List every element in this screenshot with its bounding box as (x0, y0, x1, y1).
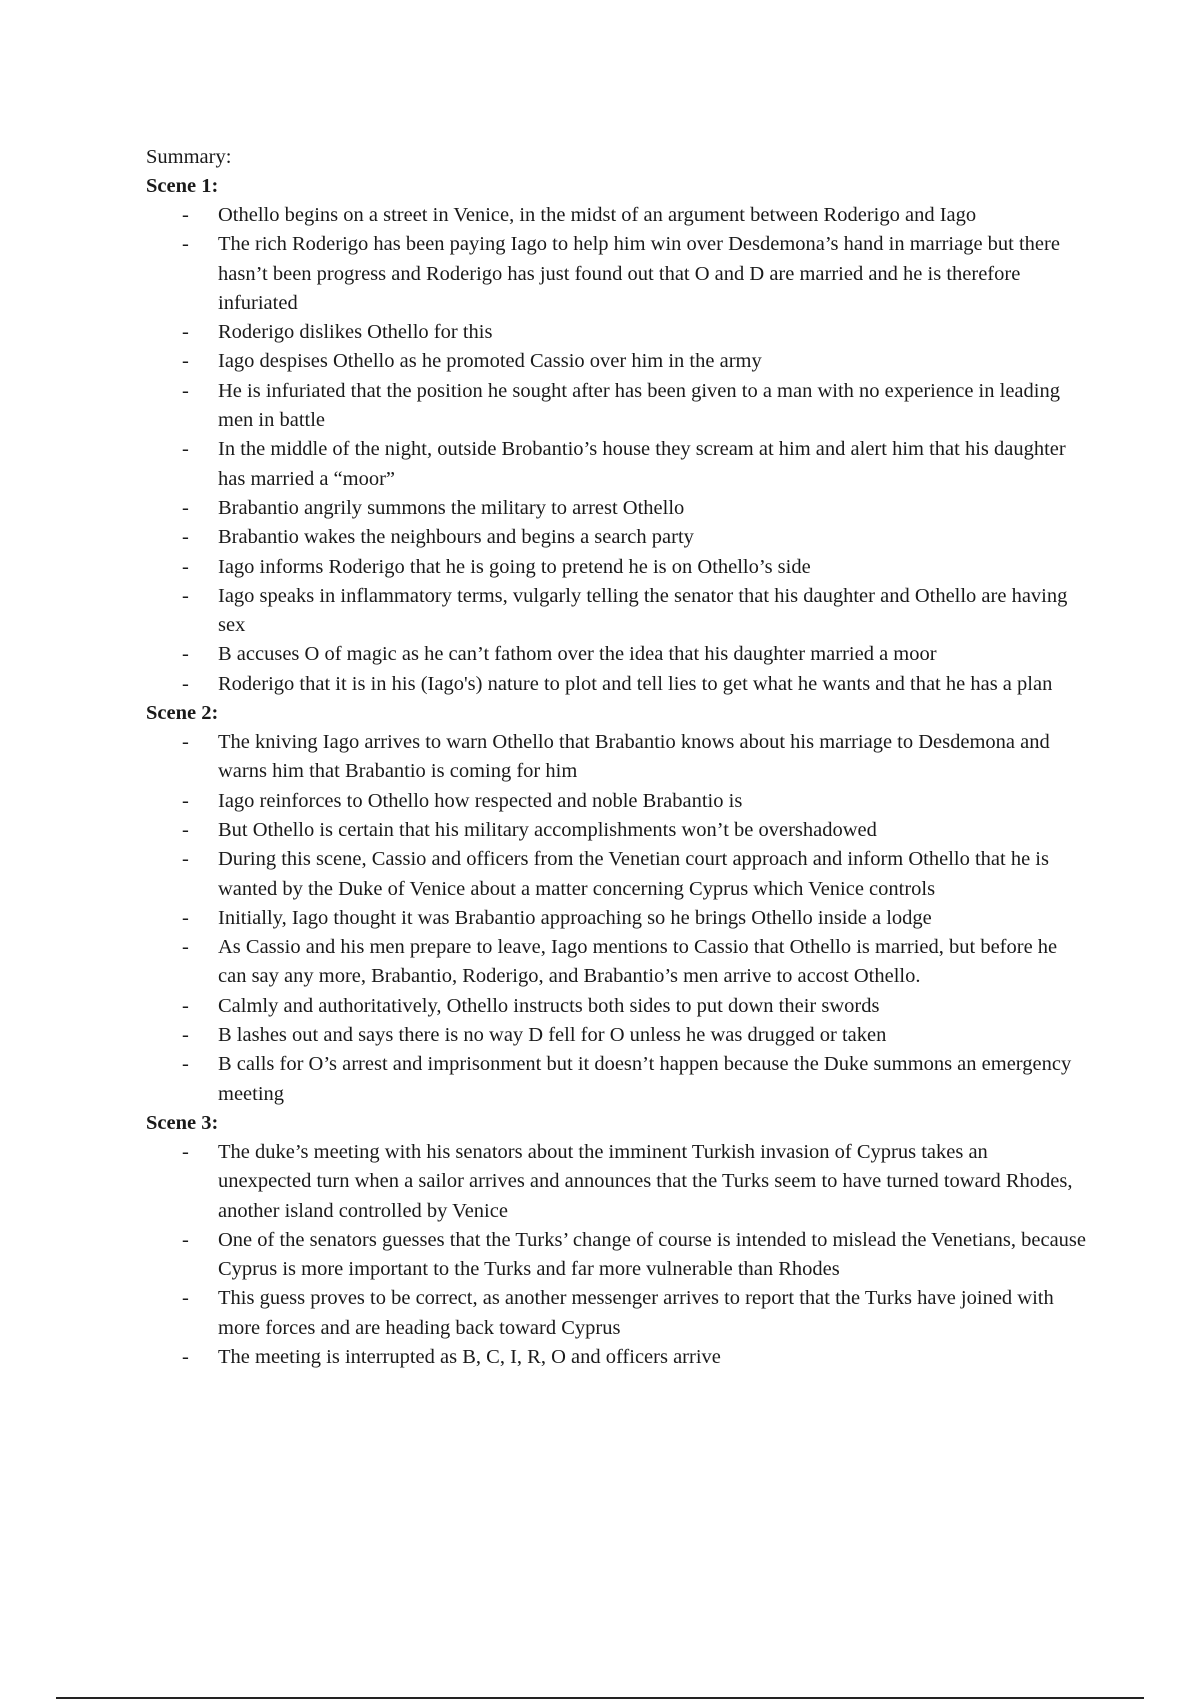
list-item (146, 1284, 1086, 1343)
bullet-text: In the middle of the night, outside Brobantio’s house they scream at him and alert him that his daughter has married a “moor” (218, 438, 1066, 490)
list-item (146, 816, 1086, 845)
bullet-dash: - (182, 936, 189, 959)
list-item (146, 992, 1086, 1021)
list-item (146, 201, 1086, 230)
bullet-text: Othello begins on a street in Venice, in the midst of an argument between Roderigo and Iago (218, 204, 977, 226)
list-item (146, 787, 1086, 816)
bullet-dash: - (182, 1140, 189, 1163)
list-item (146, 435, 1086, 494)
list-item (146, 377, 1086, 436)
list-item (146, 904, 1086, 933)
bullet-text: Iago speaks in inflammatory terms, vulgarly telling the senator that his daughter and Othello are having sex (218, 584, 1068, 637)
bullet-text: Roderigo that it is in his (Iago's) nature to plot and tell lies to get what he wants and that he has a plan (218, 672, 1053, 695)
bullet-text: Initially, Iago thought it was Brabantio approaching so he brings Othello inside a lodge (218, 906, 932, 929)
list-item (146, 553, 1086, 582)
bullet-text: But Othello is certain that his military accomplishments won’t be overshadowed (218, 818, 877, 841)
bullet-dash: - (182, 731, 189, 754)
bullet-dash: - (182, 584, 189, 607)
scene-heading: Scene 1: (146, 175, 219, 197)
list-item (146, 845, 1086, 904)
bullet-text: B calls for O’s arrest and imprisonment but it doesn’t happen because the Duke summons an emergency meeting (218, 1053, 1072, 1105)
bullet-dash: - (182, 379, 189, 402)
list-item (146, 494, 1086, 523)
bullet-text: Roderigo dislikes Othello for this (218, 321, 493, 344)
bullet-text: The kniving Iago arrives to warn Othello that Brabantio knows about his marriage to Desdemona and warns him that Brabantio is coming for him (218, 731, 1050, 783)
scene-section-2 (146, 699, 1086, 1109)
summary-label: Summary: (146, 146, 232, 168)
list-item (146, 347, 1086, 376)
bullet-text: The meeting is interrupted as B, C, I, R, O and officers arrive (218, 1345, 721, 1368)
footer-divider (56, 1697, 1144, 1699)
bullet-dash: - (182, 233, 189, 256)
list-item (146, 1138, 1086, 1226)
bullet-text: B lashes out and says there is no way D fell for O unless he was drugged or taken (218, 1024, 887, 1047)
scene-heading: Scene 2: (146, 702, 219, 725)
list-item (146, 1226, 1086, 1285)
bullet-dash: - (182, 818, 189, 841)
scene-section-1 (146, 172, 1086, 699)
bullet-list (146, 728, 1086, 1109)
list-item (146, 523, 1086, 552)
bullet-dash: - (182, 906, 189, 929)
document-page (146, 143, 1086, 1372)
bullet-list (146, 201, 1086, 699)
bullet-dash: - (182, 438, 189, 461)
bullet-dash: - (182, 994, 189, 1017)
list-item (146, 1021, 1086, 1050)
list-item (146, 582, 1086, 641)
bullet-text: As Cassio and his men prepare to leave, Iago mentions to Cassio that Othello is married, but before he can say any more, Brabantio, Roderigo, and Brabantio’s men arrive to accost Othello. (218, 936, 1058, 988)
bullet-dash: - (182, 555, 189, 578)
bullet-text: Iago despises Othello as he promoted Cassio over him in the army (218, 350, 762, 373)
bullet-dash: - (182, 204, 189, 226)
scene-heading: Scene 3: (146, 1111, 219, 1134)
bullet-dash: - (182, 350, 189, 373)
bullet-dash: - (182, 1228, 189, 1251)
bullet-dash: - (182, 1345, 189, 1368)
list-item (146, 728, 1086, 787)
bullet-dash: - (182, 672, 189, 695)
bullet-dash: - (182, 321, 189, 344)
list-item (146, 1343, 1086, 1372)
bullet-text: He is infuriated that the position he sought after has been given to a man with no experience in leading men in battle (218, 379, 1060, 432)
bullet-dash: - (182, 1053, 189, 1076)
bullet-list (146, 1138, 1086, 1372)
bullet-dash: - (182, 526, 189, 549)
bullet-dash: - (182, 848, 189, 871)
list-item (146, 933, 1086, 992)
bullet-dash: - (182, 789, 189, 812)
bullet-text: Iago informs Roderigo that he is going to pretend he is on Othello’s side (218, 555, 811, 578)
bullet-dash: - (182, 1024, 189, 1047)
bullet-text: One of the senators guesses that the Turks’ change of course is intended to mislead the Venetians, because Cyprus is more important to the Turks and far more vulnerable than Rhodes (218, 1228, 1086, 1281)
bullet-text: This guess proves to be correct, as another messenger arrives to report that the Turks have joined with more forces and are heading back toward Cyprus (218, 1287, 1054, 1339)
list-item (146, 1050, 1086, 1109)
bullet-text: The duke’s meeting with his senators about the imminent Turkish invasion of Cyprus takes an unexpected turn when a sailor arrives and announces that the Turks seem to have turned toward Rhodes, another island controlled by Venice (218, 1140, 1073, 1222)
bullet-text: During this scene, Cassio and officers from the Venetian court approach and inform Othello that he is wanted by the Duke of Venice about a matter concerning Cyprus which Venice controls (218, 848, 1049, 900)
bullet-text: B accuses O of magic as he can’t fathom over the idea that his daughter married a moor (218, 643, 937, 666)
bullet-text: Iago reinforces to Othello how respected and noble Brabantio is (218, 789, 743, 812)
bullet-dash: - (182, 1287, 189, 1310)
bullet-dash: - (182, 643, 189, 666)
list-item (146, 230, 1086, 318)
bullet-text: Brabantio wakes the neighbours and begins a search party (218, 526, 694, 549)
bullet-text: Calmly and authoritatively, Othello instructs both sides to put down their swords (218, 994, 880, 1017)
scene-list (146, 172, 1086, 1372)
bullet-dash: - (182, 496, 189, 519)
scene-section-3 (146, 1109, 1086, 1372)
bullet-text: The rich Roderigo has been paying Iago to help him win over Desdemona’s hand in marriage but there hasn’t been progress and Roderigo has just found out that O and D are married and he is therefore infuriated (218, 233, 1060, 314)
list-item (146, 670, 1086, 699)
list-item (146, 640, 1086, 669)
list-item (146, 318, 1086, 347)
bullet-text: Brabantio angrily summons the military to arrest Othello (218, 496, 685, 519)
